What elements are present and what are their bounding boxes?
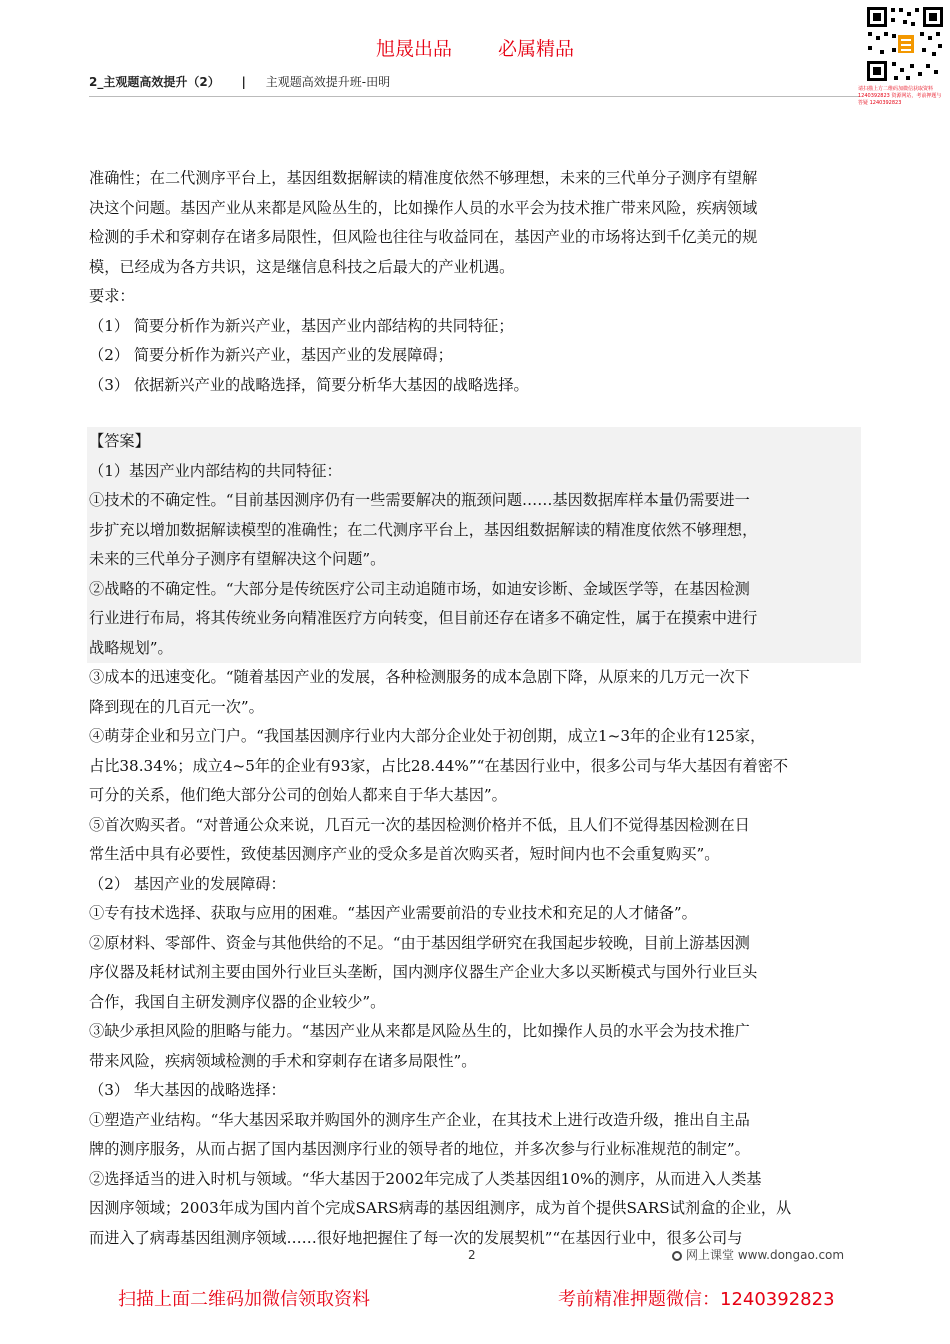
answer-line: ③成本的迅速变化。“随着基因产业的发展，各种检测服务的成本急剧下降，从原来的几万元一次下	[89, 668, 750, 686]
answer-line: ②选择适当的进入时机与领域。“华大基因于2002年完成了人类基因组10%的测序，从而进入人类基	[89, 1169, 762, 1188]
intro-paragraph	[89, 164, 861, 282]
requirements-list	[89, 282, 861, 400]
requirement-line: 要求：	[89, 287, 135, 305]
text-line: 决这个问题。基因产业从来都是风险丛生的，比如操作人员的水平会为技术推广带来风险，疾病领域	[89, 198, 758, 217]
answer-line: ①塑造产业结构。“华大基因采取并购国外的测序生产企业，在其技术上进行改造升级，推出自主品	[89, 1110, 750, 1129]
course-subtitle: 主观题高效提升班-田明	[265, 75, 391, 89]
answer-line: 牌的测序服务，从而占据了国内基因测序行业的领导者的地位，并多次参与行业标准规范的制定”。	[89, 1140, 750, 1158]
answer-shaded-block	[87, 427, 861, 663]
answer-line: 带来风险，疾病领域检测的手术和穿刺存在诸多局限性”。	[89, 1051, 477, 1070]
text-line: 准确性；在二代测序平台上，基因组数据解读的精准度依然不够理想，未来的三代单分子测序有望解	[89, 169, 758, 187]
bottom-left-promo: 扫描上面二维码加微信领取资料	[118, 1289, 370, 1310]
answer-line: ⑤首次购买者。“对普通公众来说，几百元一次的基因检测价格并不低，且人们不觉得基因检测在日	[89, 815, 750, 834]
answer-line: 战略规划”。	[89, 638, 173, 657]
top-slogan	[0, 34, 950, 61]
answer-line: 序仪器及耗材试剂主要由国外行业巨头垄断，国内测序仪器生产企业大多以买断模式与国外行业巨头	[89, 963, 758, 981]
document-body	[89, 164, 861, 1253]
text-line: 模，已经成为各方共识，这是继信息科技之后最大的产业机遇。	[89, 257, 515, 276]
answer-line: 【答案】	[89, 432, 150, 450]
footer-logo-text: 网上课堂 www.dongao.com	[686, 1248, 845, 1262]
answer-line: 降到现在的几百元一次”。	[89, 697, 264, 716]
answer-line: ①专有技术选择、获取与应用的困难。“基因产业需要前沿的专业技术和充足的人才储备”。	[89, 904, 697, 922]
slogan-left: 旭晟出品	[375, 38, 452, 60]
answer-line: ③缺少承担风险的胆略与能力。“基因产业从来都是风险丛生的，比如操作人员的水平会为技术推广	[89, 1022, 750, 1040]
answer-continued	[89, 663, 861, 1253]
text-line: 检测的手术和穿刺存在诸多局限性，但风险也往往与收益同在，基因产业的市场将达到千亿美元的规	[89, 228, 758, 246]
answer-line: 而进入了病毒基因组测序领域……很好地把握住了每一次的发展契机”“在基因行业中，很多公司与	[89, 1228, 743, 1247]
requirement-line: （1） 简要分析作为新兴产业，基因产业内部结构的共同特征；	[89, 316, 514, 335]
requirement-line: （3） 依据新兴产业的战略选择，简要分析华大基因的战略选择。	[89, 375, 529, 394]
answer-line: 常生活中具有必要性，致使基因测序产业的受众多是首次购买者，短时间内也不会重复购买”。	[89, 845, 720, 863]
answer-line: ②战略的不确定性。“大部分是传统医疗公司主动追随市场，如迪安诊断、金域医学等，在基因检测	[89, 579, 750, 598]
header-separator: |	[241, 75, 246, 89]
answer-line: 未来的三代单分子测序有望解决这个问题”。	[89, 550, 386, 568]
page-number: 2	[468, 1248, 476, 1262]
answer-line: ④萌芽企业和另立门户。“我国基因测序行业内大部分企业处于初创期，成立1~3年的企业有125家，	[89, 727, 766, 745]
answer-line: （2） 基因产业的发展障碍：	[89, 874, 286, 893]
bottom-right-promo: 考前精准押题微信：1240392823	[558, 1289, 835, 1310]
answer-line: ①技术的不确定性。“目前基因测序仍有一些需要解决的瓶颈问题……基因数据库样本量仍需要进一	[89, 491, 750, 509]
qr-code-icon	[865, 5, 945, 83]
course-title: 2_主观题高效提升（2）	[89, 75, 220, 89]
page-header	[89, 73, 390, 90]
answer-line: 占比38.34%；成立4~5年的企业有93家，占比28.44%”“在基因行业中，很多公司与华大基因有着密不	[89, 756, 789, 775]
answer-line: （3） 华大基因的战略选择：	[89, 1081, 286, 1099]
answer-line: （1）基因产业内部结构的共同特征：	[89, 461, 342, 480]
slogan-right: 必属精品	[498, 38, 575, 60]
answer-line: 合作，我国自主研发测序仪器的企业较少”。	[89, 992, 386, 1011]
footer-logo	[672, 1246, 844, 1263]
section-gap	[89, 400, 861, 427]
answer-line: 行业进行布局，将其传统业务向精准医疗方向转变，但目前还存在诸多不确定性，属于在摸索中进行	[89, 609, 758, 627]
header-divider	[89, 96, 859, 97]
answer-line: 步扩充以增加数据解读模型的准确性；在二代测序平台上，基因组数据解读的精准度依然不够理想，	[89, 520, 758, 539]
requirement-line: （2） 简要分析作为新兴产业，基因产业的发展障碍；	[89, 346, 453, 364]
answer-line: ②原材料、零部件、资金与其他供给的不足。“由于基因组学研究在我国起步较晚，目前上游基因测	[89, 933, 750, 952]
dongao-logo-icon	[672, 1251, 682, 1261]
qr-note: 请扫描上方二维码加微信获取资料 1240392823 资源网站，考前押题与答疑 1240392823	[858, 86, 942, 106]
answer-line: 可分的关系，他们绝大部分公司的创始人都来自于华大基因”。	[89, 786, 507, 804]
answer-line: 因测序领域；2003年成为国内首个完成SARS病毒的基因组测序，成为首个提供SARS试剂盒的企业，从	[89, 1199, 792, 1217]
